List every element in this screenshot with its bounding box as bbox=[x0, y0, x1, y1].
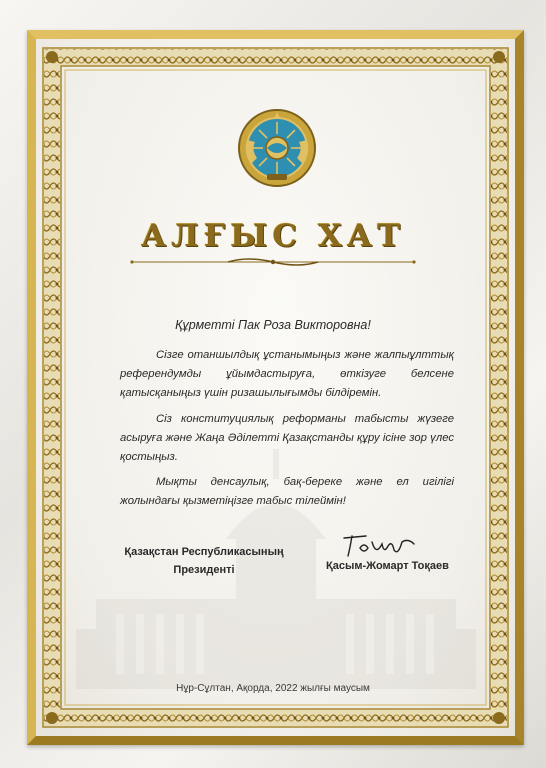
body-paragraph: Сіз конституциялық реформаны табысты жүзеге асыруға және Жаңа Әділетті Қазақстанды құру ісіне зор үлес қостыңыз. bbox=[120, 412, 454, 463]
state-emblem-icon bbox=[237, 108, 317, 188]
certificate-body bbox=[120, 346, 454, 518]
signatory-position bbox=[104, 543, 304, 579]
title-divider bbox=[128, 256, 418, 268]
place-date: Нұр-Сұлтан, Ақорда, 2022 жылғы маусым bbox=[176, 683, 370, 694]
body-paragraph: Мықты денсаулық, бақ-береке және ел игілігі жолындағы қызметіңізге табыс тілеймін! bbox=[120, 476, 454, 508]
greeting: Құрметті Пак Роза Викторовна! bbox=[175, 318, 371, 332]
body-paragraph: Сізге отаншылдық ұстанымыңыз және жалпыұлттық референдумды ұйымдастыруға, өткізуге белсене қатысқаныңыз үшін ризашылығымды білдіремін. bbox=[120, 349, 454, 399]
signature-icon bbox=[338, 530, 418, 562]
signatory-position-line2: Президенті bbox=[173, 564, 235, 576]
signatory-name: Қасым-Жомарт Тоқаев bbox=[326, 560, 449, 572]
certificate-title: АЛҒЫС ХАТ bbox=[140, 218, 406, 254]
signatory-position-line1: Қазақстан Республикасының bbox=[124, 546, 284, 558]
